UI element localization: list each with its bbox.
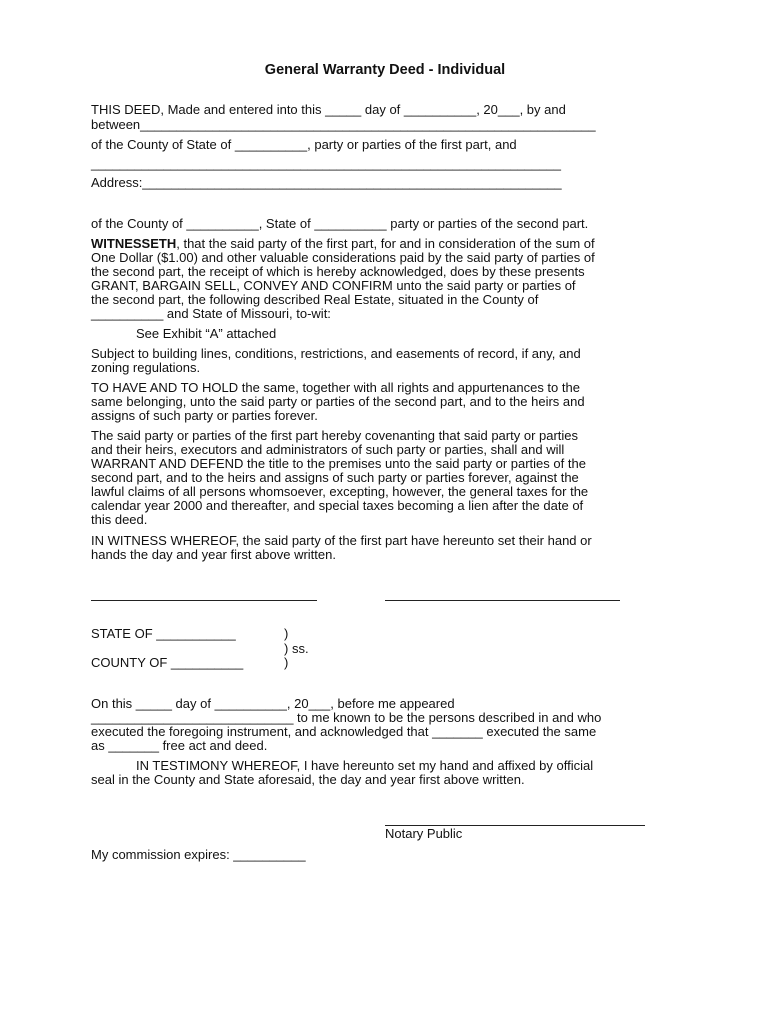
venue-state: STATE OF ___________ <box>91 626 236 641</box>
witnesseth-line-3: the second part, the receipt of which is hereby acknowledged, does by these presents <box>91 264 585 279</box>
venue-paren-1: ) <box>284 626 289 641</box>
intro-line-4: _________________________________________________________________ <box>91 156 561 171</box>
commission-expires: My commission expires: __________ <box>91 847 306 862</box>
acknowledgment-line-4: as _______ free act and deed. <box>91 738 268 753</box>
witnesseth-text-1: , that the said party of the first part, for and in consideration of the sum of <box>176 236 595 251</box>
intro-line-1: THIS DEED, Made and entered into this _____ day of __________, 20___, by and <box>91 102 566 117</box>
covenant-line-4: second part, and to the heirs and assigns of such party or parties forever, against the <box>91 470 579 485</box>
covenant-line-1: The said party or parties of the first part hereby covenanting that said party or parties <box>91 428 579 443</box>
acknowledgment-line-3: executed the foregoing instrument, and acknowledged that _______ executed the same <box>91 724 597 739</box>
witnesseth-line-4: GRANT, BARGAIN SELL, CONVEY AND CONFIRM unto the said party or parties of <box>91 278 576 293</box>
witnesseth-line-5: the second part, the following described Real Estate, situated in the County of <box>91 292 539 307</box>
witness-whereof-line-2: hands the day and year first above written. <box>91 547 336 562</box>
notary-public-label: Notary Public <box>385 826 463 841</box>
habendum-line-1: TO HAVE AND TO HOLD the same, together with all rights and appurtenances to the <box>91 380 580 395</box>
document-title: General Warranty Deed - Individual <box>264 62 506 78</box>
subject-line-1: Subject to building lines, conditions, restrictions, and easements of record, if any, and <box>91 346 581 361</box>
venue-ss: ) ss. <box>284 641 309 656</box>
habendum-line-3: assigns of such party or parties forever. <box>91 408 318 423</box>
venue-paren-2: ) <box>284 655 289 670</box>
intro-line-3: of the County of State of __________, party or parties of the first part, and <box>91 137 517 152</box>
grantor-signature-line-2[interactable] <box>385 600 620 601</box>
witness-whereof-line-1: IN WITNESS WHEREOF, the said party of the first part have hereunto set their hand or <box>91 533 592 548</box>
testimony-line-1: IN TESTIMONY WHEREOF, I have hereunto set my hand and affixed by official <box>136 758 594 773</box>
witnesseth-line-6: __________ and State of Missouri, to-wit: <box>91 306 331 321</box>
intro-line-6: of the County of __________, State of __________ party or parties of the second part. <box>91 216 589 231</box>
covenant-line-2: and their heirs, executors and administrators of such party or parties, shall and will <box>91 442 565 457</box>
covenant-line-7: this deed. <box>91 512 148 527</box>
address-line: Address:__________________________________________________________ <box>91 175 562 190</box>
witnesseth-lead: WITNESSETH <box>91 236 177 251</box>
covenant-line-5: lawful claims of all persons whomsoever, excepting, however, the general taxes for the <box>91 484 589 499</box>
acknowledgment-line-2: ____________________________ to me known to be the persons described in and who <box>91 710 602 725</box>
exhibit-line: See Exhibit “A” attached <box>136 326 277 341</box>
grantor-signature-line-1[interactable] <box>91 600 317 601</box>
intro-line-2: between_______________________________________________________________ <box>91 117 596 132</box>
covenant-line-3: WARRANT AND DEFEND the title to the premises unto the said party or parties of the <box>91 456 586 471</box>
acknowledgment-line-1: On this _____ day of __________, 20___, before me appeared <box>91 696 455 711</box>
venue-county: COUNTY OF __________ <box>91 655 244 670</box>
testimony-line-2: seal in the County and State aforesaid, the day and year first above written. <box>91 772 525 787</box>
witnesseth-line-2: One Dollar ($1.00) and other valuable considerations paid by the said party of parties of <box>91 250 595 265</box>
habendum-line-2: same belonging, unto the said party or parties of the second part, and to the heirs and <box>91 394 585 409</box>
covenant-line-6: calendar year 2000 and thereafter, and special taxes becoming a lien after the date of <box>91 498 584 513</box>
subject-line-2: zoning regulations. <box>91 360 201 375</box>
